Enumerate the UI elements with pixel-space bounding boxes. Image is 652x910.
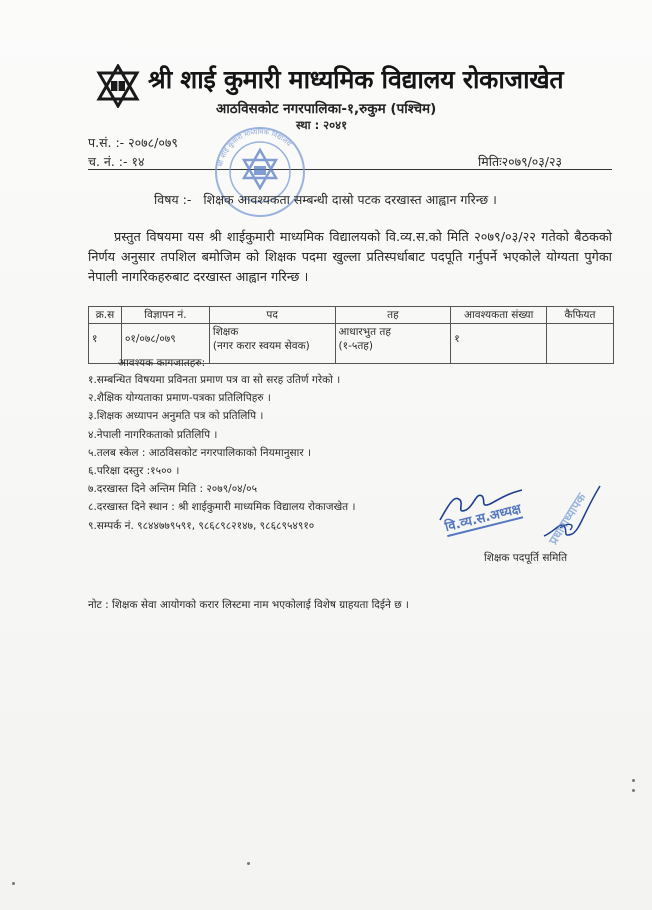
subject-label: विषय :-	[154, 192, 192, 207]
post-line1: शिक्षक	[212, 326, 239, 338]
table-header-row	[89, 307, 614, 324]
notice-date: मितिः२०७९/०३/२३	[478, 154, 563, 169]
chair-stamp: वि.व्य.स.अध्यक्ष	[443, 499, 523, 537]
school-address: आठविसकोट नगरपालिका-१,रुकुम (पश्चिम)	[216, 101, 437, 117]
adv-no-value: ०१/०७८/०७९	[124, 333, 176, 345]
list-item: ७.दरखास्त दिने अन्तिम मिति : २०७९/०४/०५	[88, 483, 258, 496]
speck-decoration	[632, 789, 635, 792]
speck-decoration	[247, 862, 250, 865]
headteacher-stamp: प्रधानाध्यापक	[546, 490, 589, 547]
documents-list	[88, 371, 355, 535]
count-value: १	[454, 333, 460, 345]
dispatch-number: च. नं. :- १४	[88, 154, 145, 169]
list-item: २.शैक्षिक योग्यताका प्रमाण-पत्रका प्रतिलिपिहरु ।	[88, 392, 271, 405]
note-text: नोट : शिक्षक सेवा आयोगको करार लिस्टमा नाम भएकोलाई विशेष ग्राहयता दिईने छ ।	[88, 599, 409, 611]
cell-sn	[89, 324, 122, 364]
header-divider	[88, 169, 612, 170]
list-item: ३.शिक्षक अध्यापन अनुमति पत्र को प्रतिलिपि ।	[88, 410, 264, 423]
level-line2: (१-५तह)	[338, 340, 373, 352]
cell-level	[335, 324, 451, 364]
speck-decoration	[12, 882, 15, 885]
cell-remarks	[547, 324, 614, 364]
established-year: स्था : २०४१	[296, 118, 348, 132]
documents-title: आवश्यक कागजातहरु:	[118, 357, 206, 369]
header-sn: क्र.स	[89, 307, 122, 324]
header-remarks: कैफियत	[547, 307, 614, 324]
body-paragraph: प्रस्तुत विषयमा यस श्री शाईकुमारी माध्यमिक विद्यालयको वि.व्य.स.को मिति २०७९/०३/२२ गतेको बैठकको निर्णय अनुसार तपशिल बमोजिम को शिक्षक पदमा खुल्ला प्रतिस्पर्धाबाट पदपूति गर्नुपर्ने भएकोले योग्यता पुगेका नेपाली नागरिकहरुबाट दरखास्त आह्वान गरिन्छ ।	[88, 230, 612, 285]
school-name: श्री शाई कुमारी माध्यमिक विद्यालय रोकाजाखेत	[148, 65, 564, 94]
header-count: आवश्यकता संख्या	[451, 307, 547, 324]
level-line1: आधारभुत तह	[338, 326, 391, 338]
list-item: ६.परिक्षा दस्तुर :१५०० ।	[88, 465, 180, 478]
header-adv-no: विज्ञापन नं.	[121, 307, 209, 324]
list-item: ४.नेपाली नागरिकताको प्रतिलिपि ।	[88, 428, 218, 441]
cell-post	[209, 324, 335, 364]
round-stamp-text: श्री शाई कुमारी माध्यमिक विद्यालय	[216, 127, 293, 168]
subject-text: शिक्षक आवश्यकता सम्बन्धी दास्रो पटक दरखास्त आह्वान गरिन्छ ।	[203, 192, 497, 207]
post-line2: (नगर करार स्वयम सेवक)	[212, 340, 310, 352]
header-level: तह	[335, 307, 451, 324]
school-emblem-icon	[96, 64, 140, 108]
subject-line	[154, 191, 497, 208]
list-item: ५.तलब स्केल : आठविसकोट नगरपालिकाको नियमानुसार ।	[88, 446, 311, 459]
list-item: १.सम्बन्धित विषयमा प्रविनता प्रमाण पत्र वा सो सरह उतिर्ण गरेको ।	[88, 374, 341, 386]
sn-value: १	[92, 333, 98, 345]
header-post: पद	[209, 307, 335, 324]
list-item: ८.दरखास्त दिने स्थान : श्री शाईकुमारी माध्यमिक विद्यालय रोकाजखेत ।	[88, 501, 356, 514]
speck-decoration	[632, 779, 635, 782]
cell-count	[451, 324, 547, 364]
list-item: ९.सम्पर्क नं. ९८४४७७९५९१, ९८६८९८२१४७, ९८६८९५४९१०	[88, 519, 315, 532]
reference-number: प.सं. :- २०७८/०७९	[88, 135, 178, 150]
committee-label: शिक्षक पदपूर्ति समिति	[484, 552, 568, 564]
